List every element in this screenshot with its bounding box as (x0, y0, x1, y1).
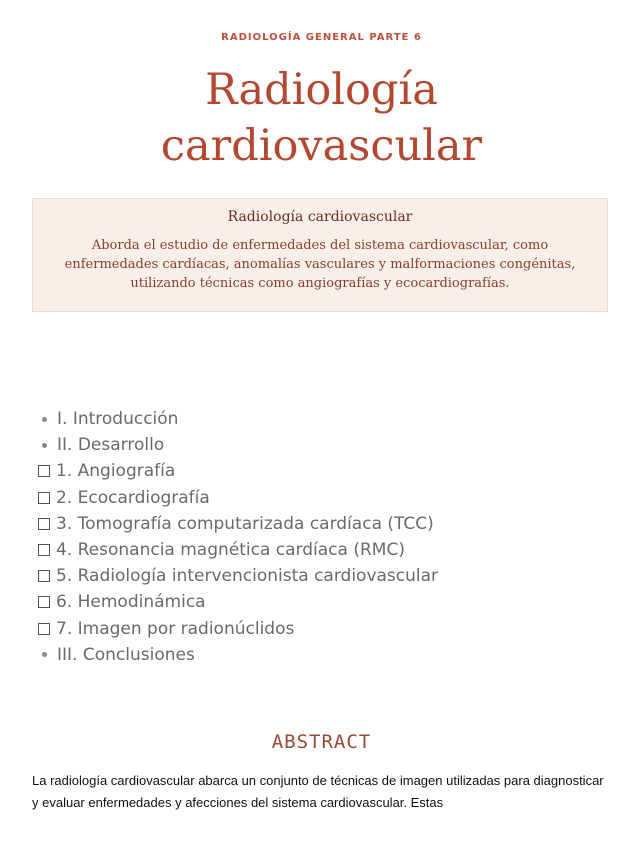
checkbox-icon (38, 623, 50, 635)
checkbox-icon (38, 544, 50, 556)
table-of-contents (38, 406, 438, 668)
toc-item[interactable] (38, 432, 438, 458)
toc-item-label: 1. Angiografía (56, 461, 176, 482)
toc-item-label: 2. Ecocardiografía (56, 487, 210, 508)
toc-item[interactable] (38, 458, 438, 484)
checkbox-icon (38, 570, 50, 582)
toc-item[interactable] (38, 642, 438, 668)
toc-item[interactable] (38, 511, 438, 537)
abstract-text: La radiología cardiovascular abarca un conjunto de técnicas de imagen utilizadas para diagnosticar y evaluar enfermedades y afecciones del sistema cardiovascular. Estas (32, 773, 604, 810)
section-kicker: RADIOLOGÍA GENERAL PARTE 6 (221, 32, 422, 43)
toc-item[interactable] (38, 563, 438, 589)
title-line-1: Radiología (205, 65, 438, 115)
toc-item[interactable] (38, 406, 438, 432)
checkbox-icon (38, 596, 50, 608)
abstract-heading: ABSTRACT (271, 731, 372, 753)
page-title (0, 62, 643, 174)
toc-item-label: 6. Hemodinámica (56, 592, 206, 613)
summary-text: Aborda el estudio de enfermedades del sistema cardiovascular, como enfermedades cardíacas, anomalías vasculares y malformaciones congénitas, utilizando técnicas como angiografías y ecocardiografías. (64, 238, 576, 291)
toc-item[interactable] (38, 616, 438, 642)
toc-item-label: III. Conclusiones (57, 644, 195, 665)
toc-item[interactable] (38, 589, 438, 615)
toc-item[interactable] (38, 537, 438, 563)
summary-box (32, 198, 608, 312)
bullet-icon (42, 443, 47, 448)
toc-item-label: I. Introducción (57, 409, 179, 430)
toc-item-label: II. Desarrollo (57, 435, 165, 456)
checkbox-icon (38, 465, 50, 477)
toc-item[interactable] (38, 485, 438, 511)
toc-item-label: 4. Resonancia magnética cardíaca (RMC) (56, 540, 405, 561)
toc-item-label: 5. Radiología intervencionista cardiovascular (56, 566, 439, 587)
checkbox-icon (38, 518, 50, 530)
bullet-icon (42, 417, 47, 422)
summary-title: Radiología cardiovascular (227, 209, 413, 225)
bullet-icon (42, 652, 47, 657)
checkbox-icon (38, 492, 50, 504)
toc-item-label: 3. Tomografía computarizada cardíaca (TCC) (56, 513, 434, 534)
toc-item-label: 7. Imagen por radionúclidos (56, 618, 295, 639)
title-line-2: cardiovascular (160, 121, 483, 171)
